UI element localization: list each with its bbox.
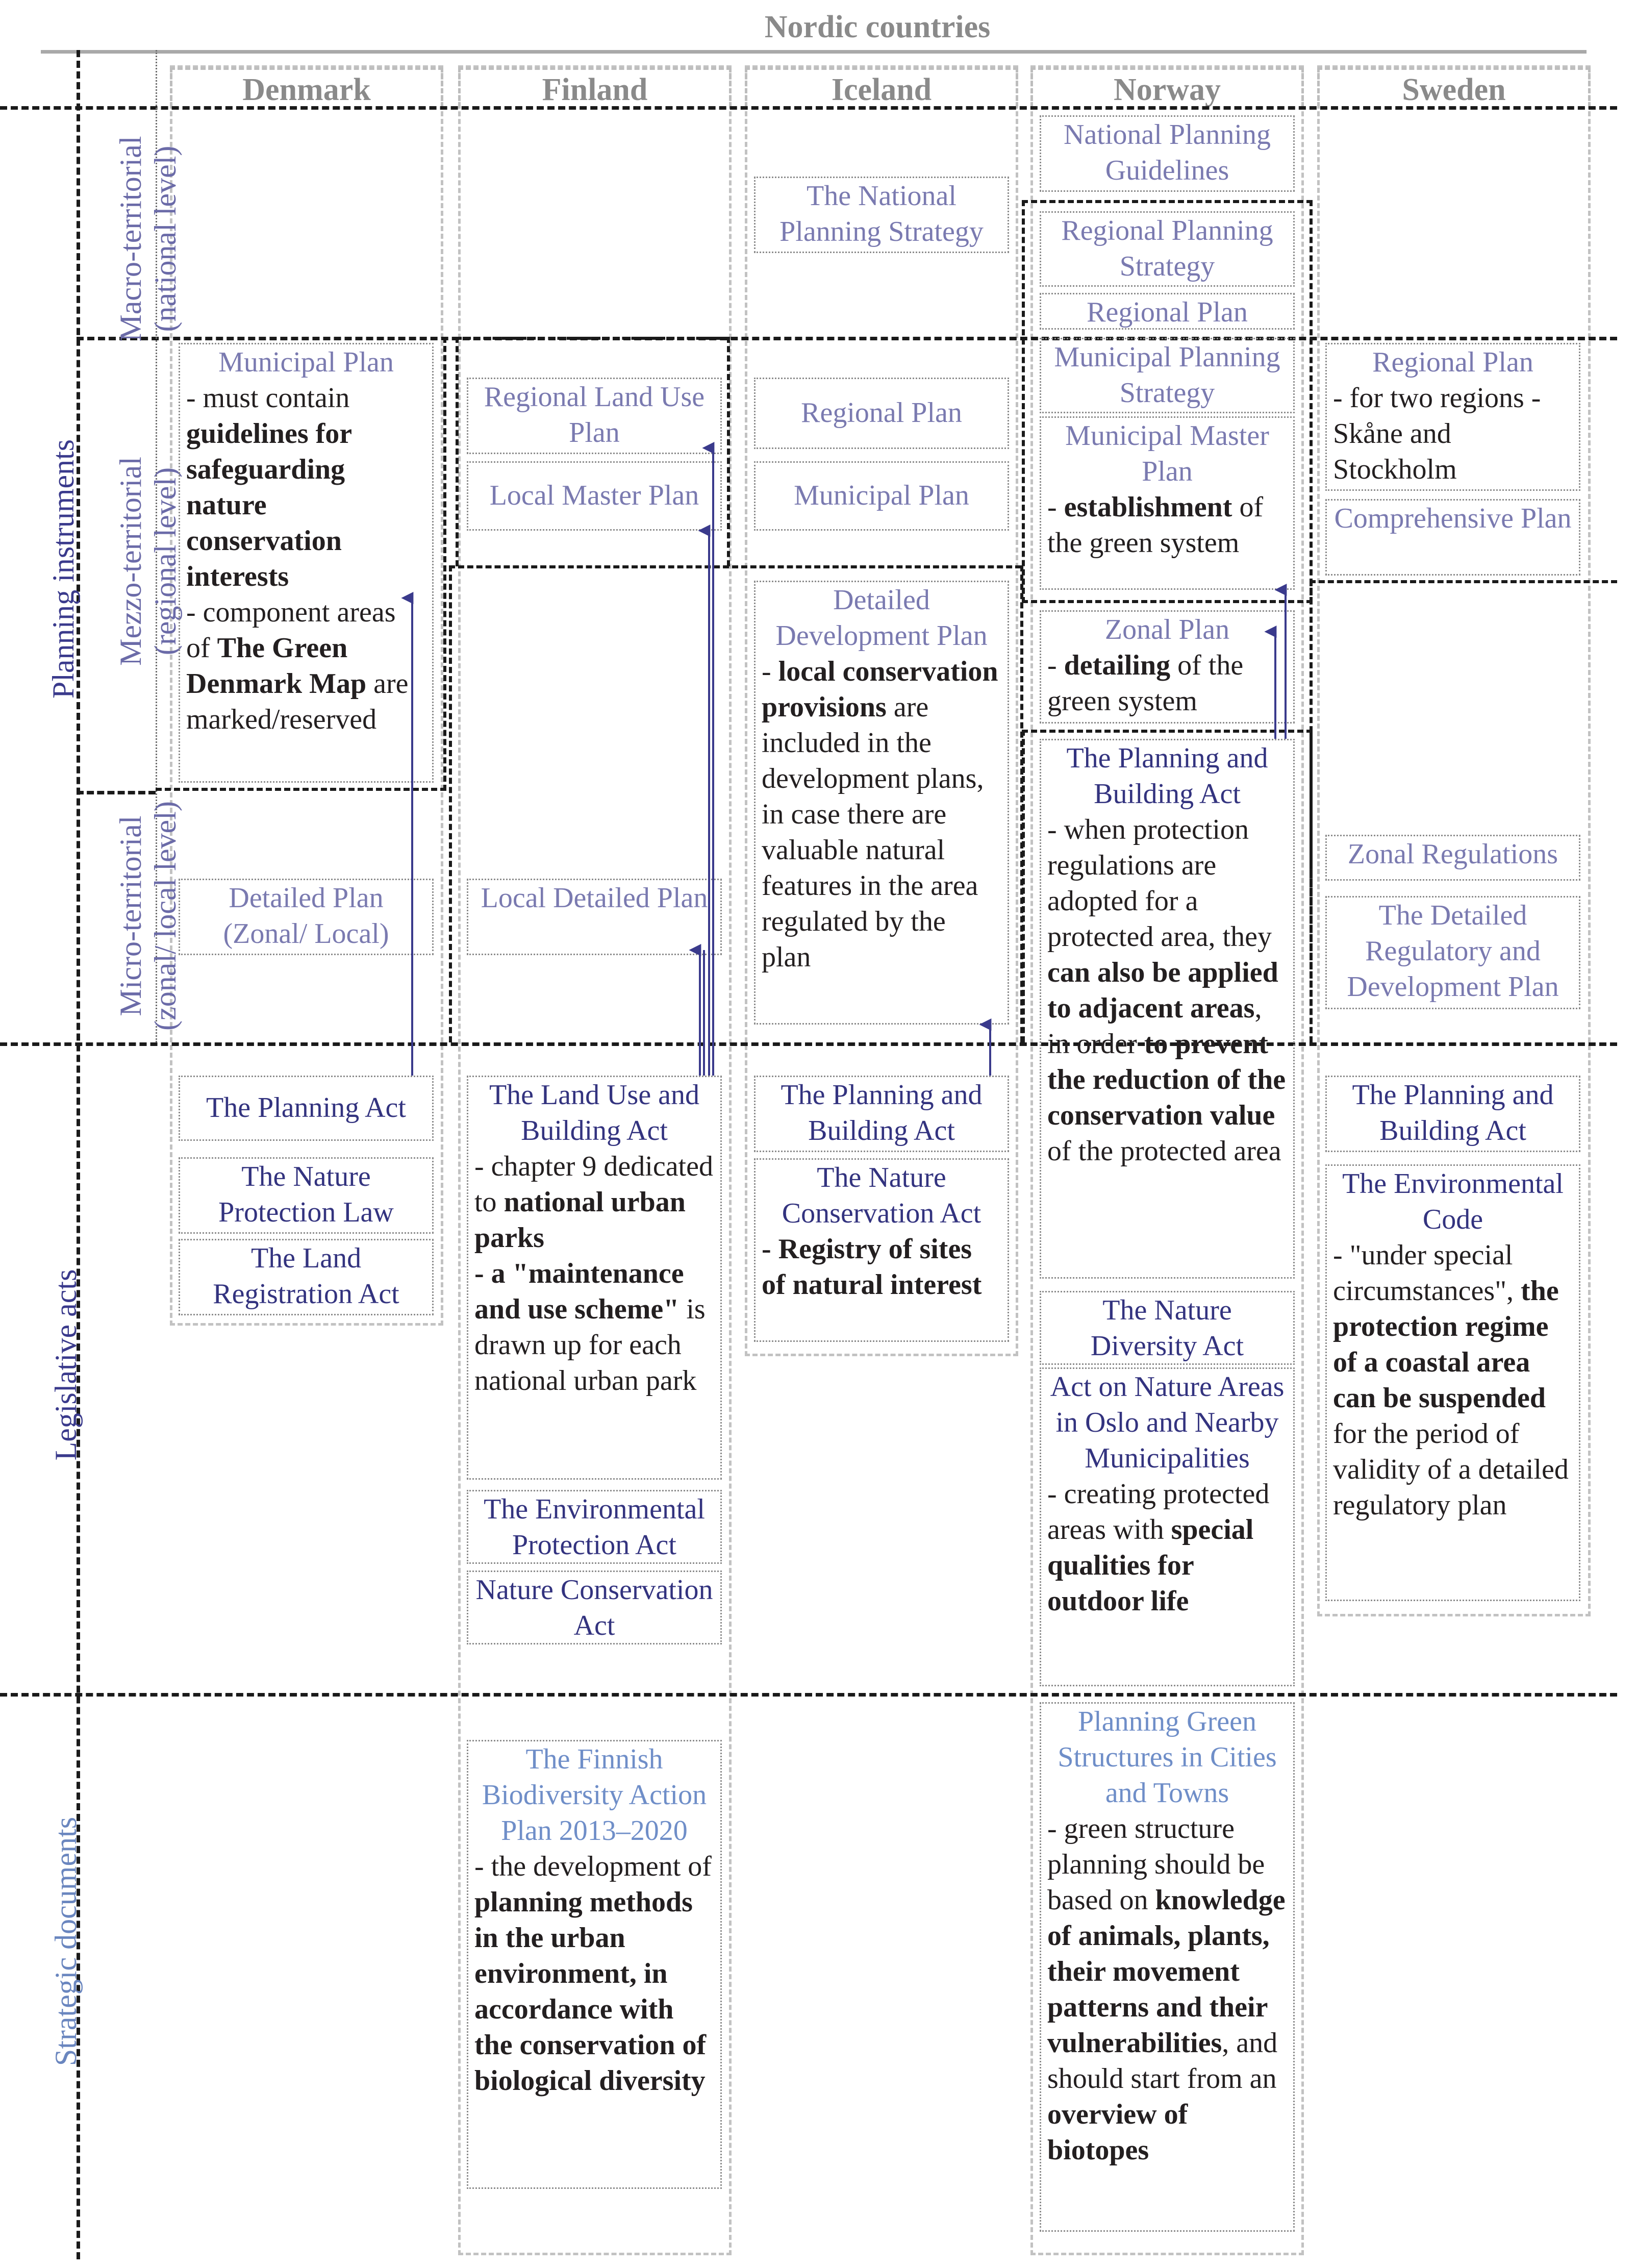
is-planning-building-act-title: The Planning and Building Act [781,1079,983,1147]
no-planning-building-act-title: The Planning and Building Act [1066,742,1268,810]
emphasis-text: the protection regime of a coastal area can be suspended [1333,1275,1559,1414]
emphasis-text: overview of biotopes [1047,2099,1188,2166]
body-text: of the green system [1047,650,1244,717]
emphasis-text: detailing [1064,650,1171,681]
no-municipal-planning-strategy-title: Municipal Planning Strategy [1054,341,1280,409]
body-text: - chapter 9 dedicated to [474,1151,713,1218]
is-regional-plan-title: Regional Plan [801,397,962,429]
emphasis-text: - Registry of sites of natural interest [762,1233,982,1301]
fi-local-detailed-plan-title: Local Detailed Plan [481,882,708,914]
column-header-iceland: Iceland [745,67,1018,107]
body-text: are marked/reserved [186,668,409,735]
fi-local-master-plan-title: Local Master Plan [489,480,699,511]
dk-detailed-plan-title: Detailed Plan (Zonal/ Local) [223,882,389,950]
se-zonal-regulations-title: Zonal Regulations [1347,838,1558,870]
level-label-macro-line1: Macro-territorial [114,136,147,342]
body-text: of the green system [1047,491,1264,559]
body-text: - component areas of [186,596,396,664]
emphasis-text: special qualities for outdoor life [1047,1514,1254,1617]
emphasis-text: - a [474,1258,513,1289]
section-label-legislative-acts: Legislative acts [49,1269,83,1461]
emphasis-text: "maintenance and use scheme" [474,1258,684,1325]
body-text: - the development of [474,1851,712,1882]
emphasis-text: national urban parks [474,1186,686,1254]
is-municipal-plan-title: Municipal Plan [794,480,969,511]
no-municipal-master-plan-title: Municipal Master Plan [1065,420,1269,487]
body-text: for the period of validity of a detailed regulatory plan [1333,1418,1569,1521]
emphasis-text: planning methods in the urban environment, in accordance with the conservation of biological diversity [474,1886,707,2097]
emphasis-text: guidelines for safeguarding nature conservation interests [186,418,352,592]
fi-land-use-building-act-title: The Land Use and Building Act [489,1079,700,1147]
body-text: are included in the development plans, in case there are valuable natural features in the area regulated by the plan [762,691,984,973]
body-text: of the protected area [1047,1135,1281,1167]
body-text: - [1047,650,1064,681]
no-green-structures-title: Planning Green Structures in Cities and Towns [1058,1706,1277,1809]
fi-environmental-protection-act-title: The Environmental Protection Act [484,1493,705,1561]
se-environmental-code-title: The Environmental Code [1342,1168,1564,1235]
body-text: - green structure planning should be based on [1047,1813,1265,1916]
dk-land-registration-act-title: The Land Registration Act [213,1242,399,1310]
no-nature-diversity-act-title: The Nature Diversity Act [1090,1294,1244,1362]
level-label-micro-line2: (zonal/ local level) [148,801,182,1031]
fi-biodiversity-action-plan-title: The Finnish Biodiversity Action Plan 2013–2020 [482,1743,707,1847]
no-oslo-nature-areas-act-title: Act on Nature Areas in Oslo and Nearby Municipalities [1050,1371,1285,1474]
emphasis-text: can also be applied to adjacent areas [1047,957,1278,1024]
level-label-macro-line2: (national level) [148,145,182,332]
dk-municipal-plan-title: Municipal Plan [218,346,394,378]
emphasis-text: knowledge of animals, plants, their movement patterns and their vulnerabilities [1047,1884,1286,2059]
column-header-norway: Norway [1030,67,1304,107]
column-header-sweden: Sweden [1317,67,1591,107]
body-text: - when protection regulations are adopted for a protected area, they [1047,814,1272,953]
body-text: , and should start from an [1047,2027,1278,2095]
dk-planning-act-title: The Planning Act [206,1092,406,1124]
no-zonal-plan-title: Zonal Plan [1104,614,1230,645]
se-regional-plan-title: Regional Plan [1372,346,1533,378]
is-national-planning-strategy-title: The National Planning Strategy [779,180,984,247]
is-detailed-development-plan-title: Detailed Development Plan [775,584,988,652]
fi-regional-land-use-plan-title: Regional Land Use Plan [484,381,705,448]
section-label-planning-instruments: Planning instruments [46,439,80,699]
fi-nature-conservation-act-title: Nature Conservation Act [475,1574,713,1641]
no-regional-planning-strategy-title: Regional Planning Strategy [1061,215,1273,282]
body-text: - [1047,491,1064,523]
section-label-strategic-documents: Strategic documents [49,1816,83,2066]
emphasis-text: establishment [1064,491,1232,523]
no-national-planning-guidelines-title: National Planning Guidelines [1064,119,1271,186]
diagram-title: Nordic countries [764,10,991,44]
emphasis-text: local conservation provisions [762,656,998,723]
emphasis-text: to prevent the reduction of the conservation value [1047,1028,1286,1131]
body-text: is drawn up for each national urban park [474,1293,706,1397]
body-text: - for two regions - Skåne and Stockholm [1333,382,1541,485]
emphasis-text: The Green Denmark Map [186,632,367,700]
is-nature-conservation-act-title: The Nature Conservation Act [782,1162,981,1229]
body-text: - [762,656,778,687]
body-text: , in order [1047,992,1262,1060]
column-header-denmark: Denmark [170,67,443,107]
column-header-finland: Finland [458,67,732,107]
se-planning-building-act-title: The Planning and Building Act [1352,1079,1554,1147]
body-text: - creating protected areas with [1047,1478,1270,1546]
body-text: - "under special circumstances", [1333,1239,1521,1307]
level-label-mezzo-line2: (regional level) [148,467,182,656]
no-regional-plan-title: Regional Plan [1087,296,1248,328]
body-text: - must contain [186,382,350,414]
level-label-micro-line1: Micro-territorial [114,815,147,1016]
level-label-mezzo-line1: Mezzo-territorial [114,457,147,666]
dk-nature-protection-law-title: The Nature Protection Law [218,1161,394,1228]
se-detailed-regulatory-plan-title: The Detailed Regulatory and Development Plan [1347,900,1559,1003]
se-comprehensive-plan-title: Comprehensive Plan [1334,503,1572,534]
